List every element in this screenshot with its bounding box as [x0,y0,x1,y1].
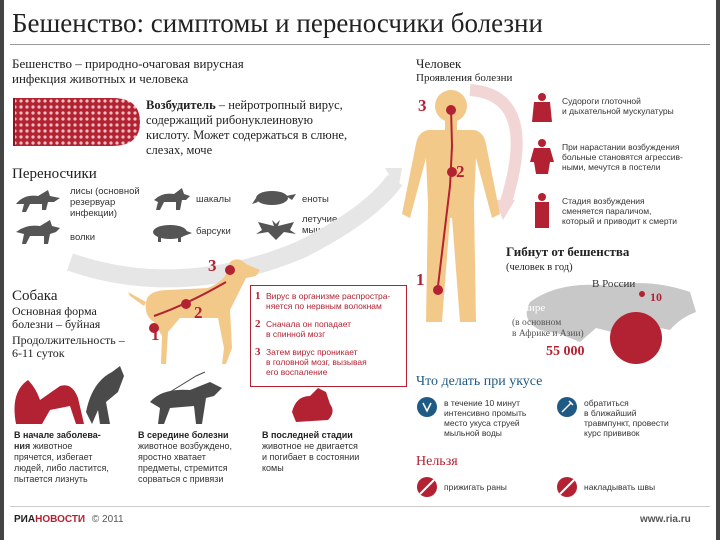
russia-deaths-dot [639,291,645,297]
stage-1-title: В начале заболева- [14,430,101,440]
deaths-world-note-1: (в основном [512,318,562,328]
deaths-subheading: (человек в год) [506,262,573,273]
step-2-line-1: Сначала он попадает [266,319,352,329]
dog-point-3: 3 [208,256,217,275]
step-3-line-2: в головной мозг, вызывая [266,357,367,367]
stage-3-line-1: животное не двигается [262,441,358,451]
dog-point-2: 2 [194,303,203,322]
symptom-2-line-1: При нарастании возбуждения [562,142,680,152]
stage-3-line-3: комы [262,463,284,473]
stage-2-line-2: яростно хватает [138,452,206,462]
footer-divider [10,506,710,507]
dog-form-text [12,305,100,331]
no-stitches-icon [556,476,578,498]
step-1-text [266,291,390,311]
human-heading: Человек [416,56,462,71]
symptom-2-line-2: больные становятся агрессив- [562,152,683,162]
stage-3-dog-icon [292,388,333,422]
stage-3-line-2: и погибает в состоянии [262,452,360,462]
footer-copyright: © 2011 [91,514,124,525]
stage-2-line-3: предметы, стремится [138,463,228,473]
step-3-number: 3 [255,346,261,358]
throat-icon [530,92,554,122]
human-point-3: 3 [418,96,427,115]
step-3-line-1: Затем вирус проникает [266,347,358,357]
pathogen-label: Возбудитель [146,98,216,112]
symptom-3-line-3: который и приводит к смерти [562,216,678,226]
stage-illustrations [0,362,400,432]
paralysis-icon [530,192,554,228]
dog-form-line-1: Основная форма [12,304,97,318]
deaths-world-label: В мире [512,302,546,314]
bite-action-2-line-4: курс прививок [584,428,640,438]
carrier-bats-line-2: мыши [302,225,329,236]
stage-3-title: В последней стадии [262,430,353,440]
dog-form-line-2: болезни – буйная [12,317,101,331]
step-2-text [266,319,351,339]
page-title: Бешенство: симптомы и переносчики болезни [12,8,543,38]
bite-action-2-line-1: обратиться [584,398,629,408]
carrier-jackals-label: шакалы [196,194,231,205]
carriers-heading: Переносчики [12,166,97,182]
bite-action-2-line-2: в ближайший [584,408,637,418]
forbidden-heading: Нельзя [416,454,458,469]
footer-brand[interactable] [14,514,124,525]
stage-2-dog-icon [150,382,222,424]
deaths-world-note-2: в Африке и Азии) [512,329,584,339]
no-cauterize-icon [416,476,438,498]
human-figure [396,86,506,332]
bite-action-2-line-3: травмпункт, провести [584,418,669,428]
stage-1-text [14,430,109,485]
stage-1-dog-standing-icon [86,366,124,424]
dog-duration-line-2: 6-11 суток [12,346,65,360]
intro-line-2: инфекция животных и человека [12,71,189,86]
bite-action-1-line-1: в течение 10 минут [444,398,521,408]
deaths-world-value: 55 000 [546,344,585,359]
step-2-number: 2 [255,318,261,330]
step-1-number: 1 [255,290,261,302]
symptom-3-text [562,196,677,226]
step-1-line-2: няется по нервным волокнам [266,301,382,311]
bite-action-1-line-4: мыльной воды [444,428,502,438]
stage-2-line-1: животное возбуждено, [138,441,233,451]
symptom-1-text [562,96,674,116]
human-point-2: 2 [456,162,465,181]
intro-line-1: Бешенство – природно-очаговая вирусная [12,56,244,71]
symptom-2-text [562,142,683,172]
stage-1-line-2: прячется, избегает [14,452,93,462]
footer-brand-ria: РИА [14,514,36,525]
footer-brand-novosti: НОВОСТИ [35,514,86,525]
bite-action-2-text [584,398,669,438]
carrier-wolves-label: волки [70,232,96,243]
dog-point-1: 1 [151,325,160,344]
step-1-line-1: Вирус в организме распростра- [266,291,391,301]
carrier-foxes-line-1: лисы (основной [70,186,140,197]
symptom-3-line-2: сменяется параличом, [562,206,652,216]
human-point-1: 1 [416,270,425,289]
pathogen-line-4: слезах, моче [146,143,213,157]
stage-2-text [138,430,232,485]
vaccine-icon [556,396,578,418]
symptom-1-line-2: и дыхательной мускулатуры [562,106,674,116]
deaths-russia-label: В России [592,278,636,290]
human-subheading: Проявления болезни [416,72,513,84]
step-2-line-2: в спинной мозг [266,329,326,339]
dog-duration-text [12,334,125,360]
deaths-russia-value: 10 [650,290,662,304]
carrier-badgers-label: барсуки [196,226,231,237]
carrier-foxes-line-3: инфекции) [70,208,118,219]
bite-heading: Что делать при укусе [416,374,543,389]
carrier-foxes-line-2: резервуар [70,197,116,208]
symptom-1-line-1: Судороги глоточной [562,96,641,106]
dog-heading: Собака [12,288,58,304]
symptom-2-line-3: ными, мечутся в постели [562,162,661,172]
wash-icon [416,396,438,418]
stage-1-dog-icon [15,380,85,424]
pathogen-line-2: содержащий рибонуклеиновую [146,113,313,127]
step-3-line-3: его воспаление [266,367,328,377]
carrier-bats-line-1: летучие [302,214,338,225]
stage-1-title-2: ния [14,441,31,451]
bite-action-1-line-2: интенсивно промыть [444,408,527,418]
agitated-patient-icon [530,138,554,174]
stage-1-line-1: животное [30,441,73,451]
deaths-heading: Гибнут от бешенства [506,244,630,259]
footer-url-link[interactable]: www.ria.ru [640,514,691,525]
carrier-raccoons-label: еноты [302,194,329,205]
forbidden-item-1: прижигать раны [444,482,507,492]
stage-2-title: В середине болезни [138,430,229,440]
pathogen-line-1: – нейротропный вирус, [215,98,343,112]
dog-duration-line-1: Продолжительность – [12,333,125,347]
stage-1-line-4: пытается лизнуть [14,474,88,484]
stage-3-text [262,430,359,474]
stage-2-line-4: сорваться с привязи [138,474,224,484]
bite-action-1-line-3: место укуса струей [444,418,520,428]
forbidden-item-2: накладывать швы [584,482,656,492]
symptom-3-line-1: Стадия возбуждения [562,196,645,206]
pathogen-line-3: кислоту. Может содержаться в слюне, [146,128,348,142]
bite-action-1-text [444,398,526,438]
world-deaths-circle [610,312,662,364]
deaths-world-note [512,318,584,340]
stage-1-line-3: людей, либо ластится, [14,463,109,473]
